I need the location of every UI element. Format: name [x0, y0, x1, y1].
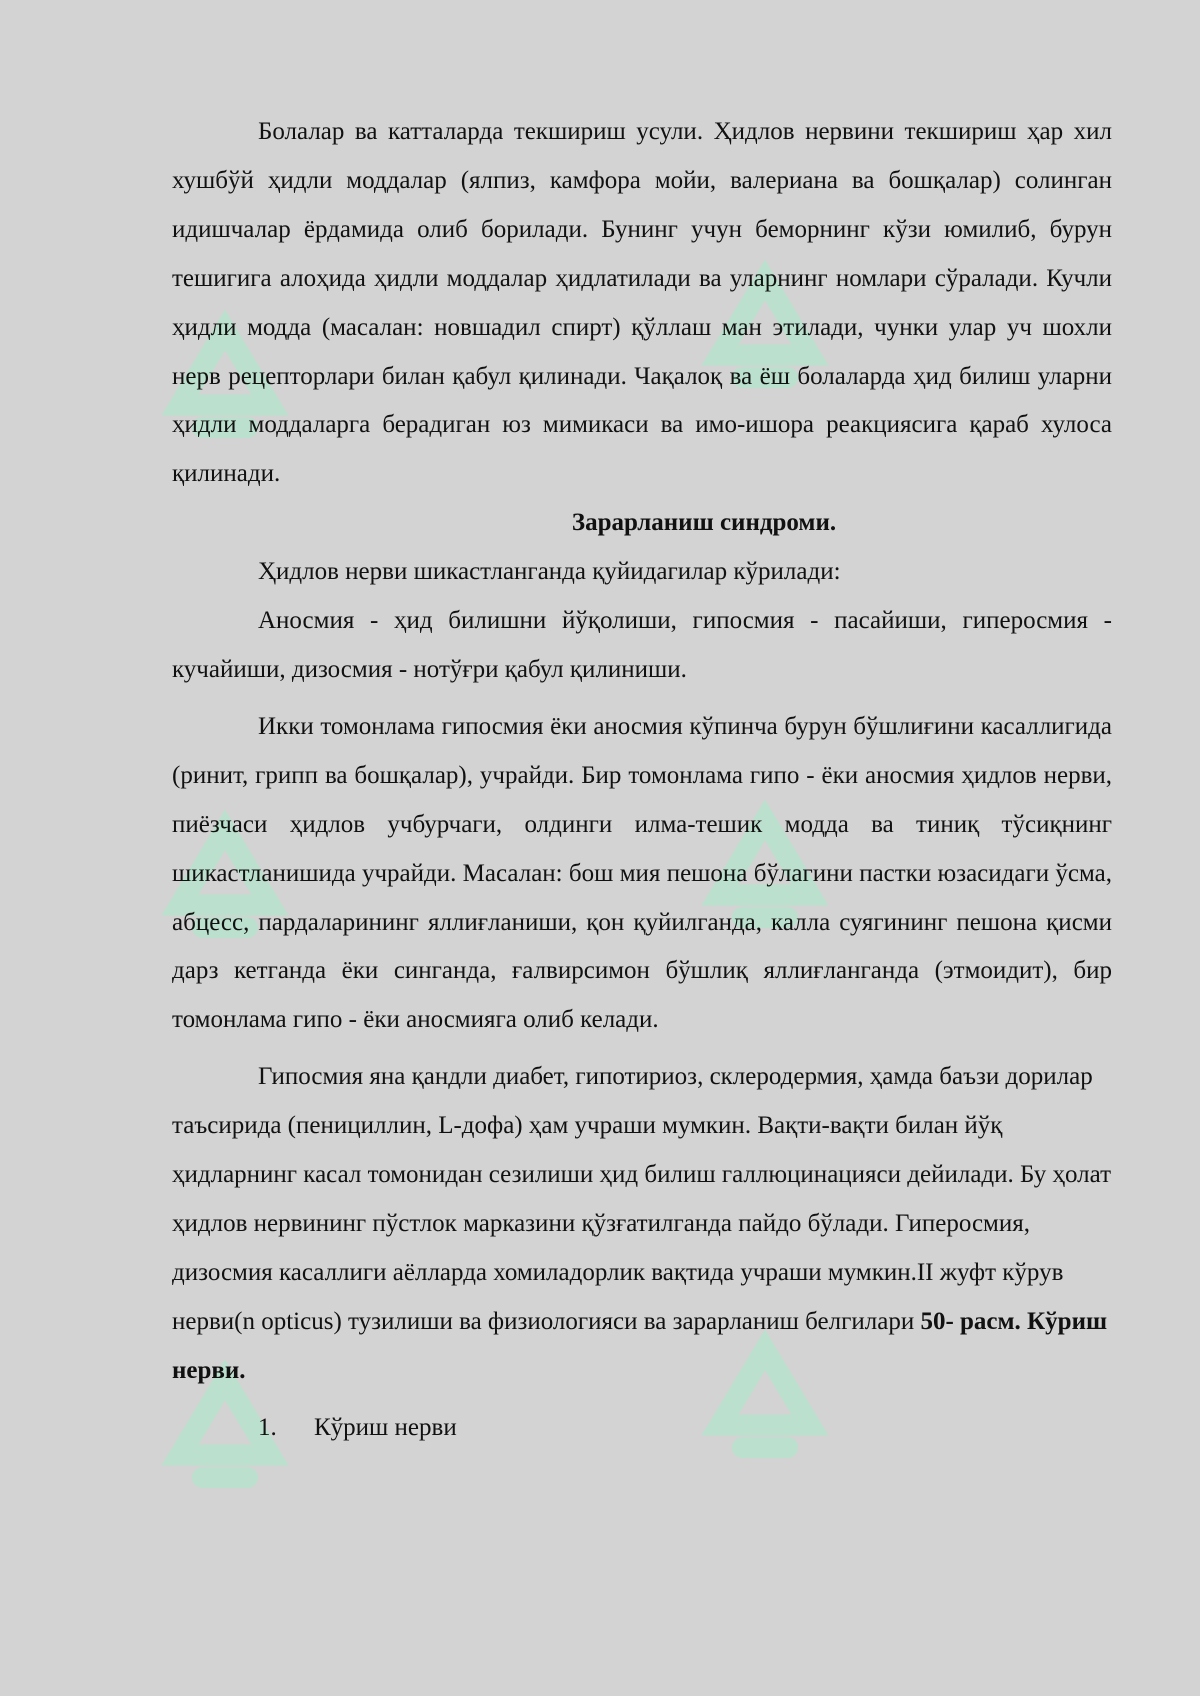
paragraph-hyposmia-causes — [172, 1053, 1112, 1395]
paragraph-hyposmia-text: Гипосмия яна қандли диабет, гипотириоз, склеродермия, ҳамда баъзи дорилар таъсирида (пенициллин, L-дофа) ҳам учраши мумкин. Вақти-вақти билан йўқ ҳидларнинг касал томонидан сезилиши ҳид билиш галлюцинацияси дейилади. Бу ҳолат ҳидлов нервининг пўстлок марказини қўзғатилганда пайдо бўлади. Гиперосмия, дизосмия касаллиги аёлларда хомиладорлик вақтида учраши мумкин.II жуфт кўрув нерви(n opticus) тузилиши ва физиологияси ва зарарланиш белгилари — [172, 1063, 1112, 1335]
paragraph-damage-intro: Ҳидлов нерви шикастланганда қуйидагилар кўрилади: — [258, 558, 841, 586]
list-item-number: 1. — [258, 1413, 277, 1441]
section-heading: Зарарланиш синдроми. — [571, 509, 837, 537]
paragraph-anosmia-definitions: Аносмия - ҳид билишни йўқолиши, гипосмия - пасайиши, гиперосмия - кучайиши, дизосмия - нотўғри қабул қилиниши. — [172, 607, 1112, 683]
list-item — [258, 1404, 1112, 1453]
paragraph-bilateral-hyposmia: Икки томонлама гипосмия ёки аносмия кўпинча бурун бўшлиғини касаллигида (ринит, грипп ва бошқалар), учрайди. Бир томонлама гипо - ёки аносмия ҳидлов нерви, пиёзчаси ҳидлов учбурчаги, олдинги илма-тешик модда ва тиниқ тўсиқнинг шикастланишида учрайди. Масалан: бош мия пешона бўлагини пастки юзасидаги ўсма, абцесс, пардаларининг яллиғланиши, қон қуйилганда, калла суягининг пешона қисми дарз кетганда ёки синганда, ғалвирсимон бўшлиқ яллиғланганда (этмоидит), бир томонлама гипо - ёки аносмияга олиб келади. — [172, 712, 1112, 1034]
list-item-text: Кўриш нерви — [314, 1413, 457, 1441]
document-body — [172, 108, 1112, 1452]
paragraph-examination-method: Болалар ва катталарда текшириш усули. Ҳидлов нервини текшириш ҳар хил хушбўй ҳидли моддалар (ялпиз, камфора мойи, валериана ва бошқалар) солинган идишчалар ёрдамида олиб борилади. Бунинг учун беморнинг кўзи юмилиб, бурун тешигига алоҳида ҳидли моддалар ҳидлатилади ва уларнинг номлари сўралади. Кучли ҳидли модда (масалан: новшадил спирт) қўллаш ман этилади, чунки улар уч шохли нерв рецепторлари билан қабул қилинади. Чақалоқ ва ёш болаларда ҳид билиш уларни ҳидли моддаларга берадиган юз мимикаси ва имо-ишора реакциясига қараб хулоса қилинади. — [172, 118, 1112, 488]
figure-caption: 50- расм. Кўриш нерви. — [172, 1307, 1108, 1384]
